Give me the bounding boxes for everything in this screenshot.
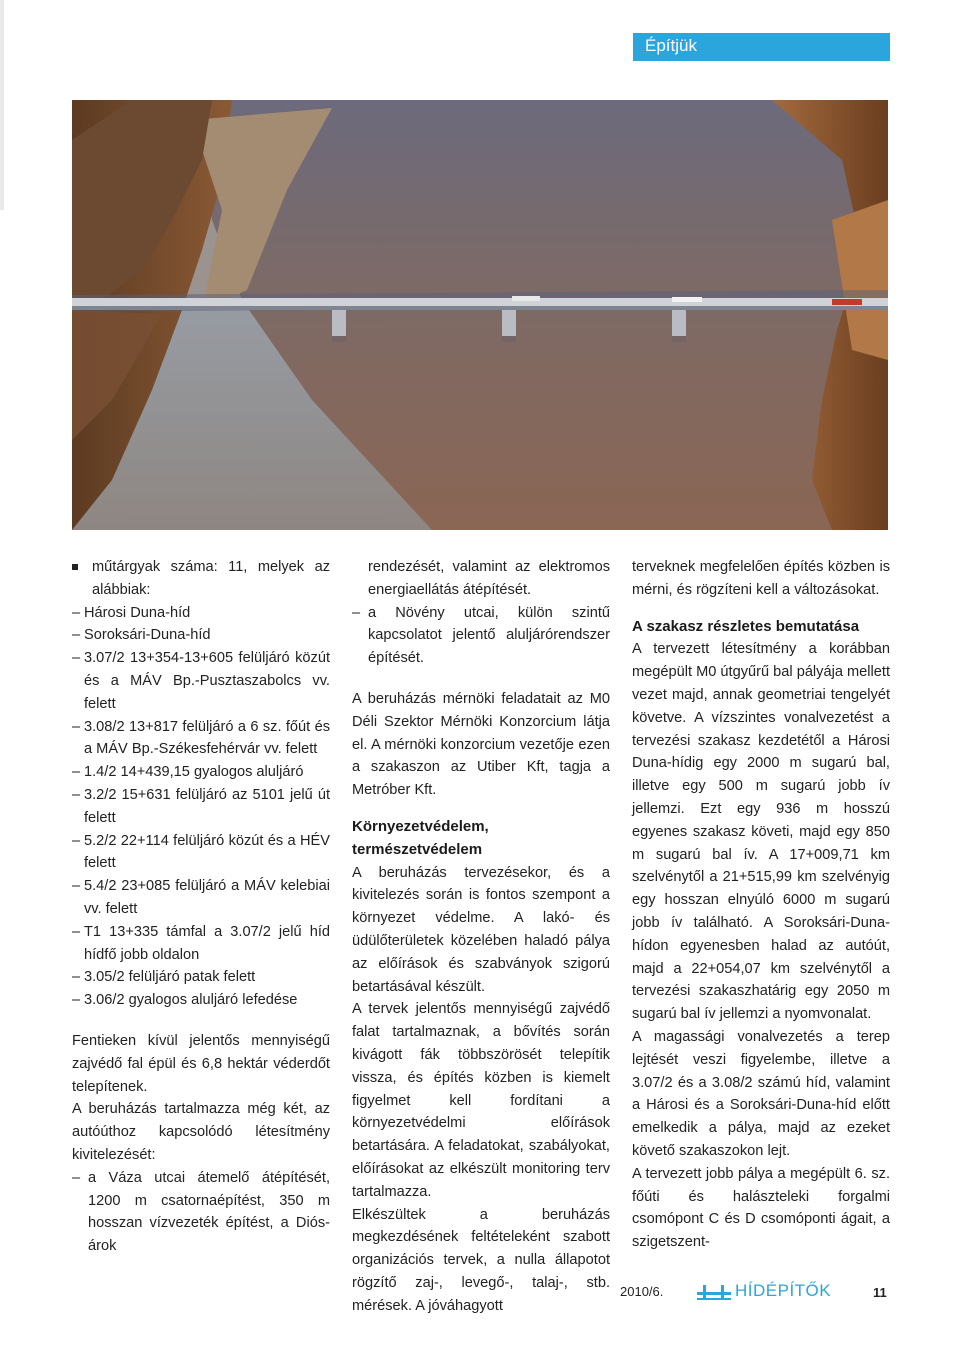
list-item: – Hárosi Duna-híd: [72, 604, 191, 621]
paragraph: Fentieken kívül jelentős mennyiségű zajvédő fal épül és 6,8 hektár véderdőt telepítenek.: [72, 1032, 330, 1095]
list-item: – 1.4/2 14+439,15 gyalogos aluljáró: [72, 764, 304, 781]
list-item: – 5.4/2 23+085 felüljáró a MÁV kelebiai vv. felett: [72, 878, 330, 917]
magazine-brand: HÍDÉPÍTŐK: [735, 1281, 832, 1300]
bridge-logo-icon: [697, 1283, 731, 1301]
list-item: – 3.08/2 13+817 felüljáró a 6 sz. főút és a MÁV Bp.-Székesfehérvár vv. felett: [72, 718, 330, 758]
list-item: – 3.06/2 gyalogos aluljáró lefedése: [72, 992, 298, 1009]
bridge-photo-illustration: [72, 100, 888, 530]
paragraph: A beruházás tartalmazza még két, az autóúthoz kapcsolódó létesítmény kivitelezését:: [72, 1101, 330, 1163]
paragraph: terveknek megfelelően építés közben is mérni, és rögzíteni kell a változásokat.: [632, 559, 890, 598]
bullet-square-icon: [72, 564, 78, 570]
list-item: – 5.2/2 22+114 felüljáró közút és a HÉV felett: [72, 832, 330, 872]
column-1: [72, 556, 330, 1258]
section-tab: [633, 33, 890, 61]
paragraph: A tervezett jobb pálya a megépült 6. sz. főúti és halászteleki forgalmi csomópont C és D csomóponti ágait, a szigetszent-: [632, 1165, 890, 1251]
list-item: – 3.2/2 15+631 felüljáró az 5101 jelű út felett: [72, 786, 330, 826]
column-3: [632, 556, 890, 1254]
list-item: – a Növény utcai, külön szintű kapcsolatot jelentő aluljárórendszer építését.: [352, 604, 610, 667]
page-footer: [0, 1281, 960, 1305]
paragraph: A magassági vonalvezetés a terep lejtését veszi figyelembe, illetve a 3.07/2 és a 3.08/2 számú híd, valamint a Hárosi és a Soroksári-Duna-híd előtt emelkedik a pálya, majd az ezeket követő szakaszokon lejt.: [632, 1028, 890, 1159]
list-item: – 3.05/2 felüljáró patak felett: [72, 969, 256, 986]
structures-bullet: [72, 556, 330, 602]
paragraph: A beruházás tervezésekor, és a kivitelezés során is fontos szempont a környezet védelme. A lakó- és üdülőterületek közelében haladó pálya az előírások és szabványok szigorú betartásával készült.: [352, 864, 610, 995]
bullet-text: műtárgyak száma: 11, melyek az alábbiak:: [92, 559, 330, 598]
list-item-continued: rendezését, valamint az elektromos energiaellátás átépítését.: [368, 559, 610, 598]
page-edge: [0, 0, 4, 210]
paragraph: A tervek jelentős mennyiségű zajvédő falat tartalmaznak, a bővítés során kivágott fák többszörösét telepítik vissza, és építés közben is kiemelt figyelmet kell fordítani a környezetvédelmi előírások betartására. A feladatokat, szabályokat, előírásokat az elkészült monitoring terv tartalmazza.: [352, 1001, 610, 1200]
bridge-aerial-photo: [72, 100, 888, 530]
list-item: – a Váza utcai átemelő átépítését, 1200 m csatornaépítést, 350 m hosszan vízvezeték építést, a Diós-árok: [72, 1169, 330, 1255]
section-heading: Környezetvédelem, természetvédelem: [352, 817, 489, 858]
page-number: 11: [873, 1285, 887, 1300]
list-item: – 3.07/2 13+354-13+605 felüljáró közút és a MÁV Bp.-Pusztaszabolcs vv. felett: [72, 650, 330, 712]
structures-list: [72, 602, 330, 1012]
list-item: – Soroksári-Duna-híd: [72, 627, 211, 644]
issue-number: 2010/6.: [620, 1284, 664, 1299]
section-label: Építjük: [645, 36, 697, 55]
column-2: [352, 556, 610, 1318]
list-item: – T1 13+335 támfal a 3.07/2 jelű híd hídfő jobb oldalon: [72, 923, 330, 963]
paragraph: A beruházás mérnöki feladatait az M0 Déli Szektor Mérnöki Konzorcium látja el. A mérnöki konzorcium vezetője ezen a szakaszon az Utiber Kft, tagja a Metróber Kft.: [352, 690, 610, 799]
section-heading: A szakasz részletes bemutatása: [632, 617, 860, 635]
paragraph: Elkészültek a beruházás megkezdésének feltételeként szabott organizációs tervek, a nulla állapotot rögzítő zaj-, levegő-, talaj-, stb. mérések. A jóváhagyott: [352, 1206, 610, 1314]
paragraph: A tervezett létesítmény a korábban megépült M0 útgyűrű bal pályája mellett vezet majd, annak geometriai tengelyét követve. A vízszintes vonalvezetést a tervezési szakasz kezdetétől a Hárosi Duna-hídig egy 2000 m sugarú bal, illetve egy 500 m sugarú jobb ív jellemzi. Ezt egy 936 m hosszú egyenes szakasz követi, majd egy 850 m sugarú bal ív. A 17+009,71 km szelvénytől a 21+515,99 km szelvényig egy hosszan elnyúló 6000 m sugarú jobb ív található. A Soroksári-Duna-hídon egyenesben halad az autóút, majd a 22+054,07 km szelvénytől a tervezési szakaszhatárig egy 2050 m sugarú bal ív jellemzi a nyomvonalat.: [632, 641, 890, 1023]
